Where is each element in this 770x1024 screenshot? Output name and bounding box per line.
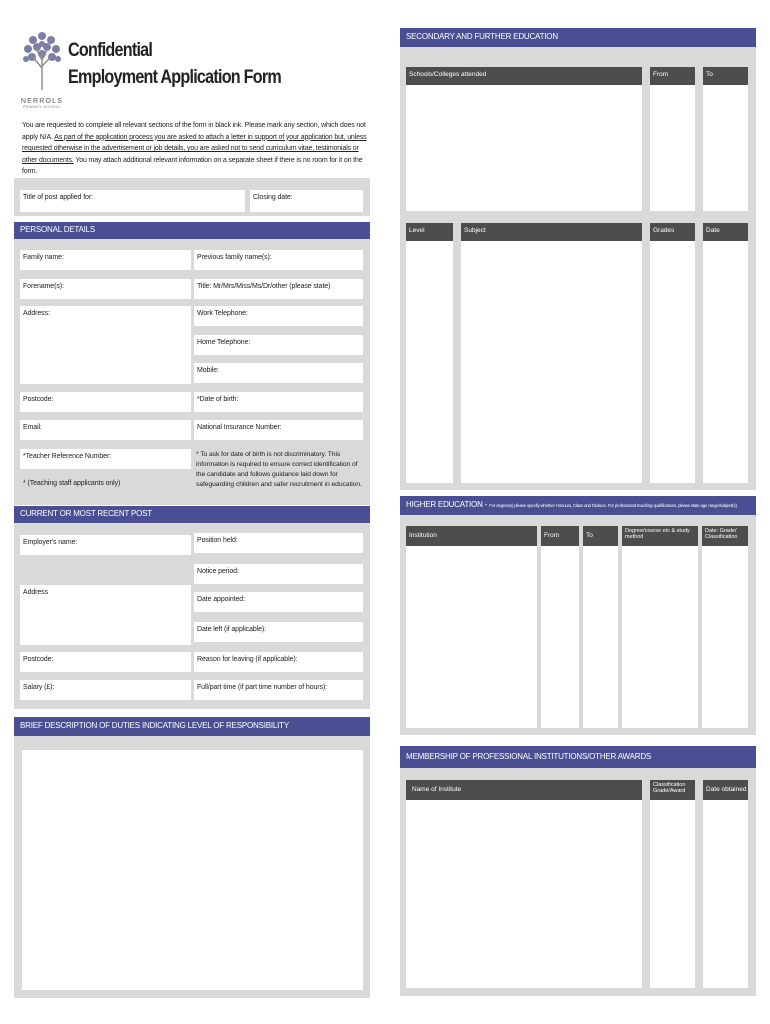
- date-obtained-header: Date obtained: [703, 780, 748, 800]
- logo-subtext: PRIMARY SCHOOL: [22, 105, 62, 109]
- intro-tail: You may attach additional relevant information on a separate sheet if there is no room for it on the form.: [22, 156, 363, 175]
- reason-leaving-field[interactable]: [194, 652, 363, 672]
- school-logo: [18, 26, 66, 108]
- full-part-time-field[interactable]: [194, 680, 363, 700]
- classification-award-header: Classification Grade/Award: [650, 780, 695, 800]
- schools-to-column[interactable]: [703, 85, 748, 211]
- logo-text: NERROLS: [20, 98, 64, 105]
- higher-from-column[interactable]: [541, 546, 579, 728]
- secondary-education-heading: SECONDARY AND FURTHER EDUCATION: [400, 28, 756, 47]
- level-header: Level: [406, 223, 453, 241]
- full-part-time-label: Full/part time (if part time number of hours):: [197, 684, 328, 691]
- postcode-label: Postcode:: [23, 396, 54, 403]
- title-field[interactable]: [194, 279, 363, 299]
- form-title-line1: Confidential: [68, 40, 153, 61]
- subject-header: Subject: [461, 223, 642, 241]
- home-telephone-label: Home Telephone:: [197, 339, 251, 346]
- employer-address-label: Address: [23, 589, 48, 596]
- institution-column[interactable]: [406, 546, 537, 728]
- notice-period-label: Notice period:: [197, 568, 239, 575]
- degree-course-column[interactable]: [622, 546, 698, 728]
- dob-note: * To ask for date of birth is not discriminatory. This information is required to ensure correct identification of the candidate and follows guidance laid down for safeguarding children and safer recruitment in education.: [196, 451, 362, 488]
- higher-education-heading: [400, 496, 756, 515]
- forenames-label: Forename(s):: [23, 283, 64, 290]
- salary-field[interactable]: [20, 680, 191, 700]
- intro-text: [22, 120, 367, 178]
- reason-leaving-label: Reason for leaving (if applicable):: [197, 656, 298, 663]
- employer-name-field[interactable]: [20, 535, 191, 555]
- duties-field[interactable]: [22, 750, 363, 990]
- higher-education-note: For degree(s) please specify whether Honours, Class and Division. For professional teaching qualifications, please state age range/subject(s): [489, 503, 737, 508]
- institute-name-column[interactable]: [406, 800, 642, 988]
- date-of-birth-label: *Date of birth:: [197, 396, 239, 403]
- schools-from-column[interactable]: [650, 85, 695, 211]
- higher-education-title: HIGHER EDUCATION -: [406, 500, 488, 509]
- work-telephone-label: Work Telephone:: [197, 310, 248, 317]
- level-column[interactable]: [406, 241, 453, 483]
- schools-to-header: To: [703, 67, 748, 85]
- date-column[interactable]: [703, 241, 748, 483]
- title-label: Title: Mr/Mrs/Miss/Ms/Dr/other (please state): [197, 283, 331, 290]
- duties-heading: BRIEF DESCRIPTION OF DUTIES INDICATING LEVEL OF RESPONSIBILITY: [14, 717, 370, 736]
- tree-logo-icon: [18, 26, 66, 92]
- email-label: Email:: [23, 424, 42, 431]
- institute-name-header: Name of Institute: [406, 780, 642, 800]
- personal-details-heading: PERSONAL DETAILS: [14, 222, 370, 239]
- post-title-field[interactable]: [20, 190, 245, 212]
- work-telephone-field[interactable]: [194, 306, 363, 326]
- intro-underlined: As part of the application process you are asked to attach a letter in support of your application but, unless requested otherwise in the advertisement or job details, you are asked not to send curriculum vitae, testimonials or other documents.: [22, 133, 367, 164]
- membership-heading: MEMBERSHIP OF PROFESSIONAL INSTITUTIONS/OTHER AWARDS: [400, 746, 756, 768]
- postcode-field[interactable]: [20, 392, 191, 412]
- grade-classification-column[interactable]: [702, 546, 748, 728]
- teacher-reference-field[interactable]: [20, 449, 191, 469]
- email-field[interactable]: [20, 420, 191, 440]
- employer-address-field[interactable]: [20, 585, 191, 645]
- address-field[interactable]: [20, 306, 191, 384]
- date-left-label: Date left (if applicable):: [197, 626, 266, 633]
- grade-classification-header: Date: Grade/ Classification: [702, 526, 748, 546]
- ni-number-field[interactable]: [194, 420, 363, 440]
- family-name-field[interactable]: [20, 250, 191, 270]
- family-name-label: Family name:: [23, 254, 64, 261]
- post-title-label: Title of post applied for:: [23, 194, 93, 201]
- current-post-heading: CURRENT OR MOST RECENT POST: [14, 506, 370, 523]
- schools-attended-column[interactable]: [406, 85, 642, 211]
- subject-column[interactable]: [461, 241, 642, 483]
- mobile-label: Mobile:: [197, 367, 219, 374]
- schools-attended-header: Schools/Colleges attended: [406, 67, 642, 85]
- employer-name-label: Employer's name:: [23, 539, 78, 546]
- teaching-staff-note: * (Teaching staff applicants only): [23, 480, 121, 487]
- higher-to-column[interactable]: [583, 546, 618, 728]
- date-appointed-field[interactable]: [194, 592, 363, 612]
- closing-date-field[interactable]: [250, 190, 363, 212]
- home-telephone-field[interactable]: [194, 335, 363, 355]
- mobile-field[interactable]: [194, 363, 363, 383]
- date-header: Date: [703, 223, 748, 241]
- teacher-reference-label: *Teacher Reference Number:: [23, 453, 112, 460]
- degree-course-header: Degree/course etc & study method: [622, 526, 698, 546]
- grades-column[interactable]: [650, 241, 695, 483]
- institution-header: Institution: [406, 526, 537, 546]
- schools-from-header: From: [650, 67, 695, 85]
- employer-postcode-field[interactable]: [20, 652, 191, 672]
- position-held-field[interactable]: [194, 533, 363, 553]
- date-obtained-column[interactable]: [703, 800, 748, 988]
- closing-date-label: Closing date:: [253, 194, 293, 201]
- grades-header: Grades: [650, 223, 695, 241]
- date-appointed-label: Date appointed:: [197, 596, 245, 603]
- forenames-field[interactable]: [20, 279, 191, 299]
- intro-plain: You are requested to complete all relevant sections of the form in black ink. Please mark any section, which does not apply N/A.: [22, 122, 366, 141]
- date-of-birth-field[interactable]: [194, 392, 363, 412]
- classification-award-column[interactable]: [650, 800, 695, 988]
- address-label: Address:: [23, 310, 50, 317]
- employer-postcode-label: Postcode:: [23, 656, 54, 663]
- higher-to-header: To: [583, 526, 618, 546]
- position-held-label: Position held:: [197, 537, 238, 544]
- notice-period-field[interactable]: [194, 564, 363, 584]
- form-title-line2: Employment Application Form: [68, 67, 281, 88]
- previous-names-label: Previous family name(s):: [197, 254, 272, 261]
- ni-number-label: National Insurance Number:: [197, 424, 282, 431]
- previous-names-field[interactable]: [194, 250, 363, 270]
- salary-label: Salary (£):: [23, 684, 55, 691]
- higher-from-header: From: [541, 526, 579, 546]
- date-left-field[interactable]: [194, 622, 363, 642]
